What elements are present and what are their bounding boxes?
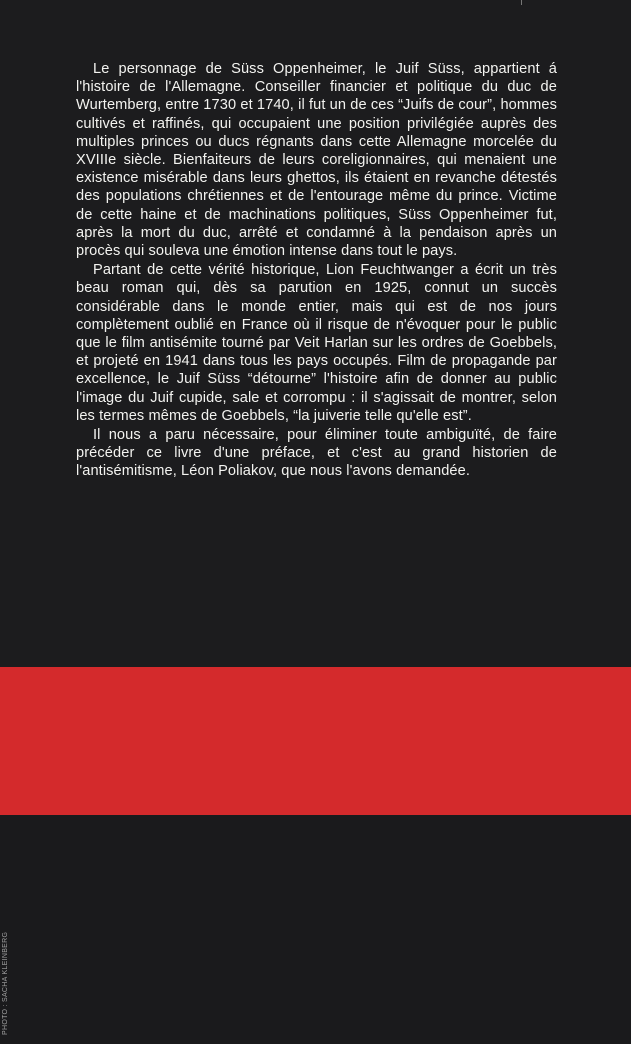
blurb-paragraph-2: Partant de cette vérité historique, Lion Feuchtwanger a écrit un très beau roman qui, dès sa parution en 1925, connut un succès considérable dans le monde entier, mais qui est de nos jours complètement oublié en France où il risque de n'évoquer pour le public que le film antisémite tourné par Veit Harlan sur les ordres de Goebbels, et projeté en 1941 dans tous les pays occupés. Film de propagande par excellence, le Juif Süss “détourne” l'histoire afin de donner au public l'image du Juif cupide, sale et corrompu : il s'agissait de montrer, selon les termes mêmes de Goebbels, “la juiverie telle qu'elle est”. [76, 262, 557, 424]
blurb-paragraph-3: Il nous a paru nécessaire, pour éliminer toute ambiguïté, de faire précéder ce livre d'une préface, et c'est au grand historien de l'antisémitisme, Léon Poliakov, que nous l'avons demandée. [76, 427, 557, 480]
blurb-paragraph-1: Le personnage de Süss Oppenheimer, le Juif Süss, appartient á l'histoire de l'Allemagne. Conseiller financier et politique du duc de Wurtemberg, entre 1730 et 1740, il fut un de ces “Juifs de cour”, hommes cultivés et raffinés, qui occupaient une position privilégiée auprès des multiples princes ou ducs régnants dans cette Allemagne morcelée du XVIIIe siècle. Bienfaiteurs de leurs coreligionnaires, qui menaient une existence misérable dans leurs ghettos, ils étaient en revanche détestés des populations chrétiennes et de l'entourage même du prince. Victime de cette haine et de machinations politiques, Süss Oppenheimer fut, après la mort du duc, arrêté et condamné à la pendaison après un procès qui souleva une émotion intense dans tout le pays. [76, 61, 557, 260]
red-band [0, 667, 631, 815]
back-cover-blurb [76, 60, 557, 481]
top-edge-mark [521, 0, 522, 5]
photo-credit: PHOTO : SACHA KLEINBERG [2, 931, 9, 1035]
bottom-dark-panel [0, 815, 631, 1044]
